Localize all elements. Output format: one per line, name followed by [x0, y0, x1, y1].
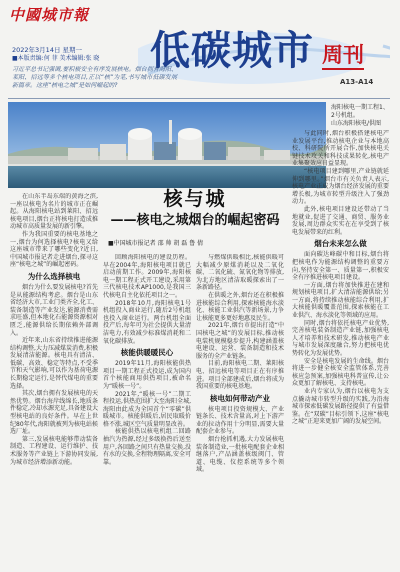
paragraph: 此外,核电项目建设还带动了当地就业,促进了交通、商贸、服务业发展,周边群众实实在在享受到了核电发展带来的红利。	[292, 205, 389, 236]
paragraph: 第三,发展核电能够带动装备制造、工程建设、运行维护、技术服务等产业链上下游协同发展,为城市经济增添新动能。	[10, 435, 98, 466]
header-divider	[8, 98, 390, 99]
photo-caption	[331, 104, 389, 128]
paragraph: 2021年,“暖核一号”二期工程投运,供热范围扩大至海阳全城,海阳由此成为全国首个“零碳”供暖城市。核能供暖后,居民取暖价格不涨,城区空气质量明显改善。	[103, 390, 191, 428]
article-column-4	[292, 130, 389, 568]
caption-text: 海阳核电一期工程1、2号机组。	[331, 104, 389, 119]
section-title: 低碳城市	[150, 27, 314, 74]
paragraph: 目前,海阳核电二期、莱阳核电、招远核电等项目正在有序推进。项目全部建成后,烟台将成为我国重要的核电基地。	[196, 360, 284, 391]
lead-paragraph: 习近平总书记强调,要积极安全有序发展核电。烟台拥有海阳、莱阳、招远等多个核电项目,正以“核”为笔,书写城市低碳发展新篇章。这座“核电之城”是如何崛起的?	[12, 66, 177, 89]
paragraph: 回顾海阳核电的建设历程。早在2004年,海阳核电项目就已启动前期工作。2009年,海阳核电一期工程正式开工建设,采用第三代核电技术AP1000,是我国三代核电自主化依托项目之一。	[103, 254, 191, 299]
section-heading: 核能供暖暖民心	[120, 348, 174, 358]
paragraph: 2021年,烟台市提出打造“中国核电之城”的发展目标,推动核电装机规模稳步提升,构建涵盖核电建设、运营、装备制造和技术服务的全产业链条。	[196, 322, 284, 360]
article-column-1	[10, 193, 98, 568]
page-numbers: A13-A14	[340, 78, 374, 86]
article-column-2	[103, 254, 191, 568]
issue-date: 2022年3月14日 星期一	[12, 46, 83, 54]
newspaper-logo: 中國城市報	[9, 6, 90, 24]
paragraph: 与此同时,烟台积极搭建核电产业发展平台,推动核电企业与本地高校、科研院所开展合作,加快核电关键技术攻关和科技成果转化,核电产业集聚效应日益显现。	[292, 130, 389, 168]
paragraph: 与燃煤供暖相比,核能供暖可大幅减少原煤消耗以及二氧化碳、二氧化硫、氮氧化物等排放,为北方地区清洁取暖探索出了一条新路径。	[196, 254, 284, 292]
section-heading: 烟台未来怎么做	[314, 239, 367, 249]
editors-line: ■本版责编:何 菲 美术编辑:张 晓	[12, 55, 100, 62]
paragraph: 在山东半岛东端的黄海之滨,一座以核电为名片的城市正在崛起。从海阳核电站到莱阳、招远核电项目,烟台正将核电打造成推动城市高质量发展的新引擎。	[10, 193, 98, 231]
weekly-label: 周刊	[322, 43, 364, 70]
paragraph: 2019年11月,海阳核能供热项目一期工程正式投运,成为国内首个核能商用供热项目,被命名为“暖核一号”。	[103, 360, 191, 390]
article-title: 核与城	[163, 188, 227, 210]
paragraph: 2018年10月,海阳核电1号机组投入商业运行,随后2号机组也投入商业运行。两台机组全面投产后,每年可为社会提供大量清洁电力,有效减少标准煤消耗和二氧化碳排放。	[103, 299, 191, 345]
paragraph: 一方面,烟台将加快推进在建和规划核电项目,扩大清洁能源供给;另一方面,将持续推动核能综合利用,扩大核能供暖覆盖范围,探索核能在工业供汽、海水淡化等领域的应用。	[292, 281, 389, 320]
paragraph: 面向碳达峰碳中和目标,烟台将把核电作为能源结构调整的重要方向,坚持安全第一、质量第一,积极安全有序推进核电项目建设。	[292, 251, 389, 282]
paragraph: 业内专家认为,烟台以核电为支点撬动城市转型升级的实践,为沿海城市探索低碳发展路径提供了有益借鉴。在“双碳”目标引领下,这座“核电之城”正迎来更加广阔的发展空间。	[292, 388, 389, 426]
section-heading: 为什么选择核电	[27, 271, 81, 281]
paragraph: 烟台抢抓机遇,大力发展核电装备制造业,一批核电配套企业相继落户,产品涵盖核级阀门、管道、电缆、仪控系统等多个领域。	[196, 436, 284, 474]
paragraph: 烟台为什么要发展核电?首先是从能源结构考虑。烟台是山东省经济大市,工业门类齐全,化工、装备制造等产业发达,能源消费需求旺盛,但本地化石能源资源相对匮乏,能源供给长期依赖外部调入。	[10, 283, 98, 337]
paragraph: 安全是核电发展的生命线。烟台将进一步健全核安全监管体系,完善核应急预案,加强核电科普宣传,让公众更加了解核电、支持核电。	[292, 357, 389, 388]
article-byline: ■中国城市报记者 邵 帅 胡 磊 鲁 倩	[108, 240, 204, 247]
photo-credit: 山东海阳核电/供图	[331, 120, 382, 127]
article-column-3	[196, 254, 284, 568]
paragraph: “核电项目建到哪里,产业链就延伸到哪里。”烟台市有关负责人表示,核电产业正成为烟台经济发展的重要增长极,为城市转型升级注入了强劲动力。	[292, 167, 389, 206]
paragraph: 作为我国重要的核电基地之一,烟台为何选择核电?核电又给这座城市带来了哪些变化?近日,中国城市报记者走进烟台,探寻这座“核电之城”的崛起密码。	[10, 230, 98, 269]
paragraph: 近年来,山东省持续推进能源结构调整,大力压减煤炭消费,积极发展清洁能源。核电具有清洁、低碳、高效、稳定等特点,不受季节和天气影响,可以作为基荷电源长期稳定运行,是替代煤电的重要选择。	[10, 337, 98, 390]
paragraph: 其次,烟台拥有发展核电的天然优势。烟台海岸线绵长,地质条件稳定,冷却水源充足,具备建设大型核电站的良好条件。早在上世纪80年代,海阳就被列为核电站候选厂址。	[10, 390, 98, 436]
nuclear-plant-photo	[8, 102, 326, 188]
paragraph: 核能供热以核电机组二回路抽汽为热源,经过多级换热后送至用户,各回路之间只有热量交换,没有水的交换,全程物理隔离,安全可靠。	[103, 428, 191, 466]
article-subtitle: ——核电之城烟台的崛起密码	[110, 213, 280, 228]
paragraph: 核电项目投资规模大、产业链条长、技术含量高,对上下游产业的拉动作用十分明显,需要大量配套企业参与。	[196, 405, 284, 436]
paragraph: 在供暖之外,烟台还在积极推进核能综合利用,探索核能海水淡化、核能工业供汽等新场景,力争让核能更多更好地惠及民生。	[196, 291, 284, 322]
paragraph: 同时,烟台将依托核电产业优势,完善核电装备制造产业链,加强核电人才培养和技术研发,推动核电产业与城市发展深度融合,努力把核电优势转化为发展优势。	[292, 319, 389, 358]
section-heading: 核电如何带动产业	[210, 393, 270, 403]
